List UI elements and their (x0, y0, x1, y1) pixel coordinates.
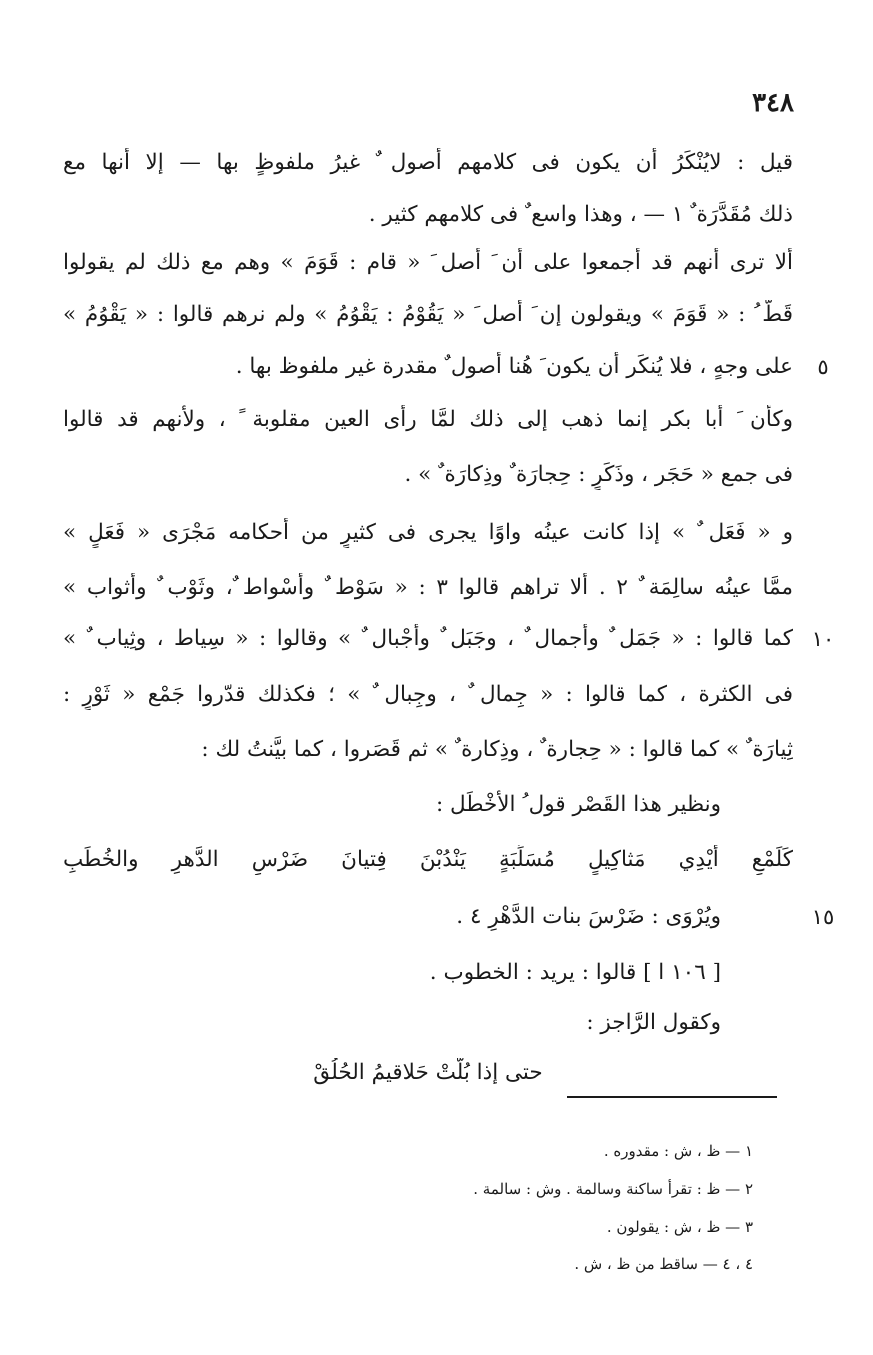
text-line: ونظير هذا القَصْر قول ُ الأخْطَل : (435, 792, 721, 817)
footnote: ١ — ظ ، ش : مقدوره . (603, 1142, 753, 1160)
text-line: كما قالوا : « جَمَل ٌ وأجمال ٌ ، وجَبَل ٌ وأجْبال ٌ » وقالوا : « سِياط ، وثِياب ٌ » (63, 626, 793, 651)
text-line: ويُرْوَى : ضَرْسَ بنات الدَّهْرِ ٤ . (456, 904, 721, 929)
footnote-separator (567, 1096, 777, 1098)
text-line: قيل : لايُنْكَرُ أن يكون فى كلامهم أُصول ٌ غيرُ ملفوظٍ بها — إلا أنها مع (63, 150, 793, 175)
text-line: ثِيارَة ٌ » كما قالوا : « حِجارة ٌ ، وذِكارة ٌ » ثم قَصَروا ، كما بيَّنتُ لك : (201, 737, 793, 762)
line-number: ١٥ (811, 905, 835, 929)
line-number: ٥ (817, 355, 829, 379)
footnote: ٣ — ظ ، ش : يقولون . (606, 1218, 753, 1236)
text-line: و « فَعَل ٌ » إذا كانت عينُه واوًا يجرى فى كثيرٍ من أحكامه مَجْرَى « فَعَلٍ » (63, 520, 793, 545)
text-line: وكأن َ أبا بكر إنما ذهب إلى ذلك لمَّا رأى العين مقلوبة ً ، ولأنهم قد قالوا (63, 407, 793, 432)
text-line: [ ١٠٦ ا ] قالوا : يريد : الخطوب . (429, 960, 721, 985)
verse-line: حتى إذا بُلَّتْ حَلاقيمُ الحُلُقْ (313, 1060, 543, 1085)
text-line: ذلك مُقَدَّرَة ٌ ١ — ، وهذا واسع ٌ فى كلامهم كثير . (368, 202, 793, 227)
text-line: على وجهٍ ، فلا يُنكَر أن يكون َ هُنا أُصول ٌ مقدرة غير ملفوظ بها . (235, 354, 793, 379)
text-line: فى جمع « حَجَر ، وذَكَرٍ : حِجارَة ٌ وذِكارَة ٌ » . (404, 462, 793, 487)
line-number: ١٠ (811, 627, 835, 651)
footnote: ٤ ، ٤ — ساقط من ظ ، ش . (574, 1255, 753, 1273)
text-line: وكقول الرَّاجز : (586, 1010, 721, 1035)
text-line: ألا ترى أنهم قد أجمعوا على أن َ أصل َ « قام : قَوَمَ » وهم مع ذلك لم يقولوا (63, 250, 793, 275)
text-line: قَطّ ُ : « قَوَمَ » ويقولون إن َ أصل َ « يَقُوْمُ : يَقْوُمُ » ولم نرهم قالوا : « يَقْوُمُ » (63, 302, 793, 327)
text-line: ممَّا عينُه سالِمَة ٌ ٢ . ألا تراهم قالوا ٣ : « سَوْط ٌ وأسْواط ٌ، وثَوْب ٌ وأثواب » (63, 575, 793, 600)
page-number: ٣٤٨ (752, 88, 794, 118)
footnote: ٢ — ظ : تقرأ ساكنة وسالمة . وش : سالمة . (473, 1180, 753, 1198)
text-line: فى الكثرة ، كما قالوا : « جِمال ٌ ، وجِبال ٌ » ؛ فكذلك قدّروا جَمْع « ثَوْرٍ : (63, 682, 793, 707)
verse-line: كَلَمْعِ أَيْدِي مَثاكِيلٍ مُسَلِّبَةٍ يَنْدُبْنَ فِتيانَ ضَرْسِ الدَّهرِ والخُطَبِ (63, 847, 793, 872)
